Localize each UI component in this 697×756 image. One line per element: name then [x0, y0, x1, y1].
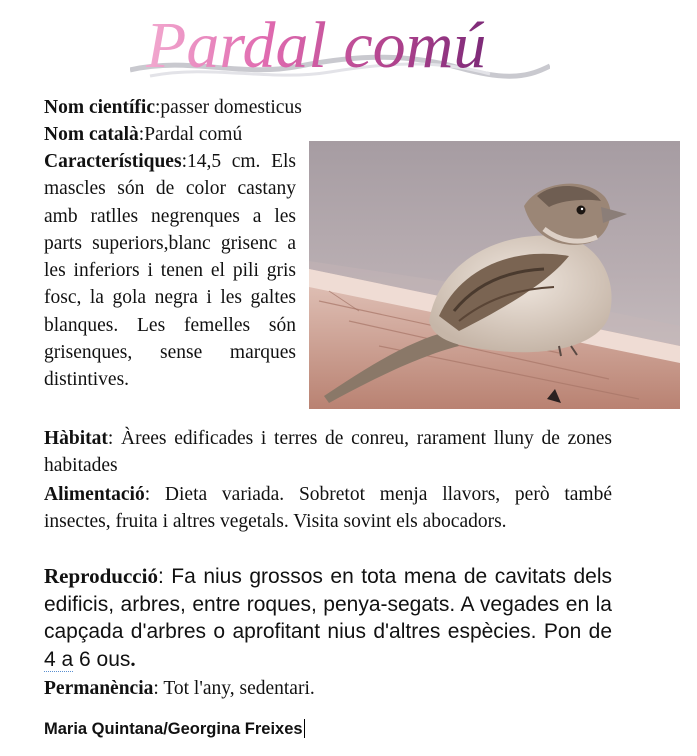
authors-line — [44, 719, 305, 739]
habitat-label: Hàbitat — [44, 428, 108, 449]
page-title — [130, 4, 550, 90]
sparrow-illustration — [309, 141, 680, 409]
permanence-text: : Tot l'any, sedentari. — [153, 678, 315, 699]
food-label: Alimentació — [44, 484, 145, 505]
reproduction-label: Reproducció — [44, 564, 158, 588]
reproduction-paragraph — [44, 563, 612, 673]
text-cursor — [304, 719, 306, 738]
catalan-name-label: Nom català — [44, 124, 139, 145]
authors-text: Maria Quintana/Georgina Freixes — [44, 720, 303, 738]
characteristics-text: :14,5 cm. Els mascles són de color castany amb ratlles negrenques a les parts superiors,blanc grisenc a les inferiors i tenen el pili gris fosc, la gola negra i les galtes blanques. Les femelles són grisenques, sense marques distintives. — [44, 151, 296, 391]
scientific-name-label: Nom científic — [44, 97, 156, 118]
catalan-name-value: :Pardal comú — [138, 124, 243, 145]
reproduction-text-after: 6 ous — [73, 647, 131, 671]
title-text: Pardal comú — [146, 9, 487, 82]
permanence-label: Permanència — [44, 678, 154, 699]
food-paragraph — [44, 481, 612, 536]
characteristics-label: Característiques — [44, 151, 182, 172]
sparrow-photo — [309, 141, 680, 409]
permanence-paragraph — [44, 675, 612, 702]
habitat-text: : Àrees edificades i terres de conreu, rarament lluny de zones habitades — [44, 428, 612, 477]
food-text: : Dieta variada. Sobretot menja llavors, però també insectes, fruita i altres vegetals. Visita sovint els abocadors. — [44, 484, 612, 533]
characteristics-paragraph — [44, 148, 296, 394]
scientific-name — [44, 94, 612, 121]
reproduction-marked-text: 4 a — [44, 647, 74, 671]
habitat-paragraph — [44, 425, 612, 480]
scientific-name-value: :passer domesticus — [155, 97, 302, 118]
reproduction-end: . — [130, 646, 136, 671]
reproduction-text: : Fa nius grossos en tota mena de cavitats dels edificis, arbres, entre roques, penya-segats. A vegades en la capçada d'arbres o aprofitant nius d'altres espècies. Pon de — [44, 565, 612, 644]
